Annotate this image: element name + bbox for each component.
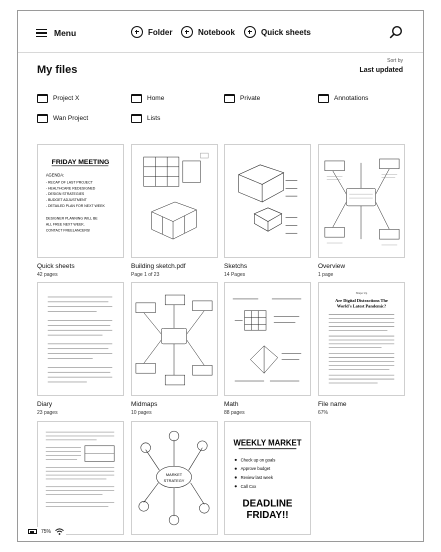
folder-icon bbox=[131, 94, 142, 103]
preview-text: Review last week bbox=[240, 474, 273, 480]
market-strategy-preview bbox=[132, 422, 217, 534]
menu-label: Menu bbox=[54, 28, 77, 38]
file-thumbnail bbox=[131, 282, 218, 396]
folder-item[interactable] bbox=[37, 92, 79, 104]
file-thumbnail bbox=[224, 282, 311, 396]
preview-heading: WEEKLY MARKET bbox=[233, 438, 302, 448]
file-name: Diary bbox=[37, 401, 53, 408]
file-thumbnail bbox=[131, 144, 218, 258]
file-meta: 88 pages bbox=[224, 410, 245, 416]
article-preview bbox=[319, 283, 404, 395]
file-card[interactable] bbox=[224, 421, 311, 535]
folder-item[interactable] bbox=[131, 112, 160, 124]
top-bar bbox=[18, 11, 423, 53]
mindmap-preview bbox=[132, 283, 217, 395]
file-name: Building sketch.pdf bbox=[131, 263, 186, 270]
new-quick-sheet-label: Quick sheets bbox=[261, 27, 311, 37]
file-card[interactable] bbox=[131, 421, 218, 535]
preview-heading: DEADLINE bbox=[242, 498, 293, 510]
weekly-market-preview bbox=[225, 422, 310, 534]
file-name: Midmaps bbox=[131, 401, 158, 408]
status-bar bbox=[26, 527, 66, 536]
folder-icon bbox=[37, 94, 48, 103]
math-preview bbox=[225, 283, 310, 395]
file-meta: 67% bbox=[318, 410, 329, 416]
sort-selector[interactable]: Last updated bbox=[359, 67, 403, 74]
folder-item[interactable] bbox=[224, 92, 260, 104]
file-thumbnail bbox=[131, 421, 218, 535]
folder-icon bbox=[131, 114, 142, 123]
folder-item[interactable] bbox=[37, 112, 88, 124]
hamburger-icon bbox=[36, 29, 47, 38]
preview-text: ALL FREE NEXT WEEK. bbox=[45, 222, 85, 227]
folder-icon bbox=[37, 114, 48, 123]
preview-text: Check up on goals bbox=[240, 457, 276, 463]
file-meta: Page 1 of 23 bbox=[131, 272, 160, 278]
preview-heading: FRIDAY MEETING bbox=[51, 158, 110, 166]
preview-text: - DESIGN STRATEGIES bbox=[45, 192, 85, 197]
plus-circle-icon bbox=[131, 26, 143, 38]
mindmap-preview bbox=[319, 145, 404, 257]
folder-icon bbox=[224, 94, 235, 103]
folder-label: Lists bbox=[147, 114, 161, 122]
new-notebook-button[interactable] bbox=[181, 24, 235, 40]
page-title: My files bbox=[37, 64, 78, 76]
preview-text: - RECAP OF LAST PROJECT bbox=[45, 180, 93, 185]
search-icon[interactable] bbox=[389, 25, 403, 39]
file-card[interactable] bbox=[37, 144, 124, 278]
document-preview bbox=[38, 422, 123, 534]
new-folder-button[interactable] bbox=[131, 24, 172, 40]
preview-text: Call Cxx bbox=[240, 483, 257, 489]
file-thumbnail bbox=[37, 282, 124, 396]
preview-text: Shape Up bbox=[355, 291, 368, 296]
building-sketch-preview bbox=[132, 145, 217, 257]
file-meta: 10 pages bbox=[131, 410, 152, 416]
file-card[interactable] bbox=[224, 282, 311, 416]
file-meta: 42 pages bbox=[37, 272, 58, 278]
sketches-preview bbox=[225, 145, 310, 257]
file-card[interactable] bbox=[318, 144, 405, 278]
folder-label: Wan Project bbox=[53, 114, 89, 122]
file-name: Quick sheets bbox=[37, 263, 75, 270]
file-card[interactable] bbox=[131, 144, 218, 278]
preview-text: STRATEGY bbox=[163, 477, 185, 483]
wifi-icon bbox=[55, 528, 64, 535]
battery-level: 75% bbox=[41, 528, 52, 535]
file-thumbnail bbox=[37, 421, 124, 535]
folder-label: Project X bbox=[53, 94, 80, 102]
folder-item[interactable] bbox=[131, 92, 164, 104]
new-quick-sheet-button[interactable] bbox=[244, 24, 311, 40]
sort-caption: Sort by bbox=[387, 58, 403, 64]
file-card[interactable] bbox=[318, 282, 405, 416]
plus-circle-icon bbox=[181, 26, 193, 38]
preview-text: - BUDGET ADJUSTMENT bbox=[45, 198, 87, 202]
folder-label: Annotations bbox=[334, 94, 369, 102]
plus-circle-icon bbox=[244, 26, 256, 38]
device-screen bbox=[17, 10, 424, 542]
file-thumbnail bbox=[318, 144, 405, 258]
file-name: Sketchs bbox=[224, 263, 248, 270]
handwriting-preview bbox=[38, 283, 123, 395]
preview-text: - HEALTHCARE REDESIGNED bbox=[45, 186, 96, 191]
file-meta: 1 page bbox=[318, 272, 334, 278]
preview-heading: FRIDAY!! bbox=[246, 510, 289, 522]
preview-heading: Are Digital Distractions The bbox=[335, 297, 388, 303]
file-thumbnail bbox=[224, 421, 311, 535]
folder-icon bbox=[318, 94, 329, 103]
new-notebook-label: Notebook bbox=[198, 27, 235, 37]
folder-label: Private bbox=[240, 94, 261, 102]
battery-icon bbox=[28, 529, 37, 534]
friday-meeting-preview bbox=[38, 145, 123, 257]
file-card[interactable] bbox=[37, 282, 124, 416]
file-name: File name bbox=[318, 401, 347, 408]
file-card[interactable] bbox=[131, 282, 218, 416]
file-name: Overview bbox=[318, 263, 346, 270]
menu-button[interactable] bbox=[36, 25, 76, 41]
preview-text: - DETAILED PLAN FOR NEXT WEEK bbox=[45, 203, 105, 208]
file-thumbnail bbox=[224, 144, 311, 258]
preview-text: AGENDA: bbox=[45, 172, 65, 178]
preview-text: DESIGNER PLANNING WILL BE bbox=[45, 216, 98, 221]
preview-text: MARKET bbox=[165, 472, 183, 478]
folder-item[interactable] bbox=[318, 92, 368, 104]
file-meta: 23 pages bbox=[37, 410, 58, 416]
file-name: Math bbox=[224, 401, 239, 408]
file-thumbnail bbox=[318, 282, 405, 396]
file-meta: 14 Pages bbox=[224, 272, 246, 278]
preview-heading: World's Latest Pandemic? bbox=[336, 303, 387, 309]
new-folder-label: Folder bbox=[148, 27, 173, 37]
folder-label: Home bbox=[147, 94, 165, 102]
preview-text: CONTACT FREELANCERS! bbox=[45, 228, 91, 233]
preview-text: Approve budget bbox=[240, 466, 271, 472]
file-card[interactable] bbox=[224, 144, 311, 278]
file-thumbnail bbox=[37, 144, 124, 258]
file-card[interactable] bbox=[37, 421, 124, 535]
